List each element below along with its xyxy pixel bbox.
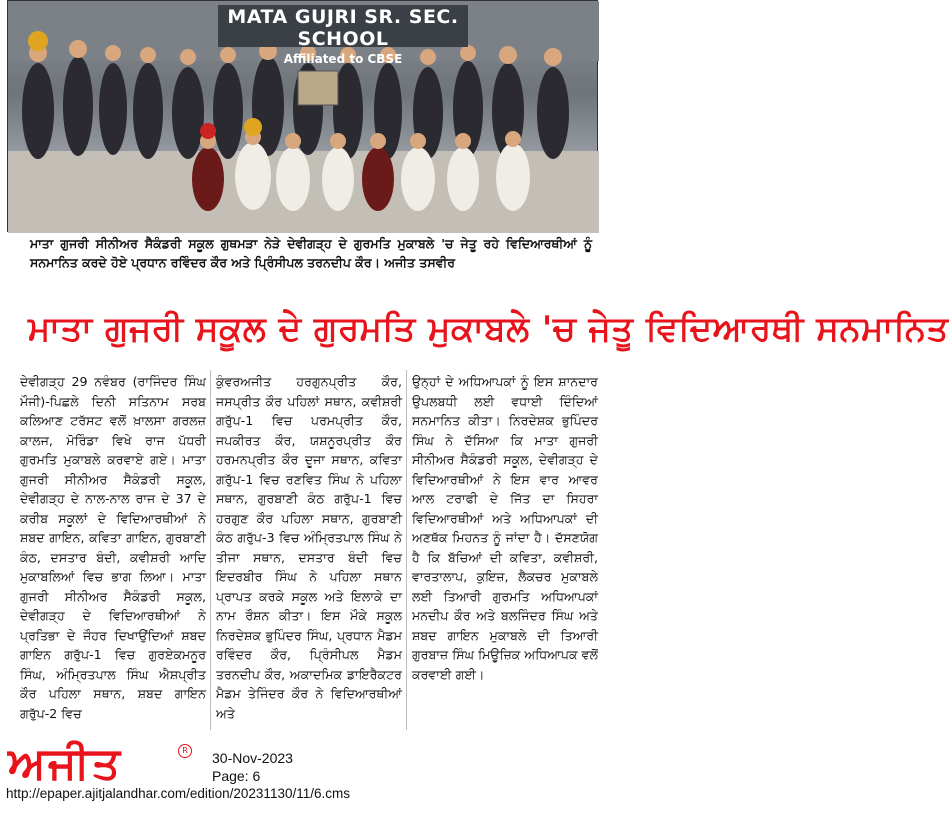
school-name: MATA GUJRI SR. SEC. SCHOOL bbox=[227, 6, 459, 50]
article-body bbox=[20, 372, 602, 752]
photo-caption: ਮਾਤਾ ਗੁਜਰੀ ਸੀਨੀਅਰ ਸੈਕੰਡਰੀ ਸਕੂਲ ਗੁਥਮੜਾ ਨੇੜੇ ਦੇਵੀਗੜ੍ਹ ਦੇ ਗੁਰਮਤਿ ਮੁਕਾਬਲੇ 'ਚ ਜੇਤੂ ਰਹੇ ਵਿਦਿਆਰਥੀਆਂ ਨੂੰ ਸਨਮਾਨਿਤ ਕਰਦੇ ਹੋਏ ਪ੍ਰਧਾਨ ਰਵਿੰਦਰ ਕੌਰ ਅਤੇ ਪ੍ਰਿੰਸੀਪਲ ਤਰਨਦੀਪ ਕੌਰ। ਅਜੀਤ ਤਸਵੀਰ bbox=[30, 236, 592, 270]
edition-date: 30-Nov-2023 bbox=[212, 750, 293, 766]
news-photo bbox=[7, 0, 598, 232]
registered-mark-icon: R bbox=[178, 744, 192, 758]
headline: ਮਾਤਾ ਗੁਜਰੀ ਸਕੂਲ ਦੇ ਗੁਰਮਤਿ ਮੁਕਾਬਲੇ 'ਚ ਜੇਤੂ ਵਿਦਿਆਰਥੀ ਸਨਮਾਨਿਤ bbox=[28, 309, 949, 349]
article-column-3: ਉਨ੍ਹਾਂ ਦੇ ਅਧਿਆਪਕਾਂ ਨੂੰ ਇਸ ਸ਼ਾਨਦਾਰ ਉਪਲਬਧੀ ਲਈ ਵਧਾਈ ਦਿੰਦਿਆਂ ਸਨਮਾਨਿਤ ਕੀਤਾ। ਨਿਰਦੇਸ਼ਕ ਭੁਪਿੰਦਰ ਸਿੰਘ ਨੇ ਦੱਸਿਆ ਕਿ ਮਾਤਾ ਗੁਜਰੀ ਸੀਨੀਅਰ ਸੈਕੰਡਰੀ ਸਕੂਲ, ਦੇਵੀਗੜ੍ਹ ਦੇ ਵਿਦਿਆਰਥੀਆਂ ਨੇ ਇਸ ਵਾਰ ਆਵਰ ਆਲ ਟਰਾਫੀ ਦੇ ਜਿੱਤ ਦਾ ਸਿਹਰਾ ਵਿਦਿਆਰਥੀਆਂ ਅਤੇ ਅਧਿਆਪਕਾਂ ਦੀ ਅਣਥੱਕ ਮਿਹਨਤ ਨੂੰ ਜਾਂਦਾ ਹੈ। ਦੱਸਣਯੋਗ ਹੈ ਕਿ ਬੱਚਿਆਂ ਦੀ ਕਵਿਤਾ, ਕਵੀਸ਼ਰੀ, ਵਾਰਤਾਲਾਪ, ਕੁਇਜ਼, ਲੈਕਚਰ ਮੁਕਾਬਲੇ ਲਈ ਤਿਆਰੀ ਗੁਰਮਤਿ ਅਧਿਆਪਕਾਂ ਮਨਦੀਪ ਕੌਰ ਅਤੇ ਬਲਜਿੰਦਰ ਸਿੰਘ ਅਤੇ ਸ਼ਬਦ ਗਾਇਨ ਮੁਕਾਬਲੇ ਦੀ ਤਿਆਰੀ ਗੁਰਬਾਜ਼ ਸਿੰਘ ਮਿਊਜ਼ਿਕ ਅਧਿਆਪਕ ਵਲੋਂ ਕਰਵਾਈ ਗਈ। bbox=[412, 374, 599, 682]
column-divider bbox=[406, 370, 407, 730]
article-column-2: ਕੁੰਵਰਅਜੀਤ ਹਰਗੁਨਪ੍ਰੀਤ ਕੌਰ, ਜਸਪ੍ਰੀਤ ਕੌਰ ਪਹਿਲਾਂ ਸਥਾਨ, ਕਵੀਸ਼ਰੀ ਗਰੁੱਪ-1 ਵਿਚ ਪਰਮਪ੍ਰੀਤ ਕੌਰ, ਜਪਕੀਰਤ ਕੌਰ, ਯਸ਼ਨੂਰਪ੍ਰੀਤ ਕੌਰ ਹਰਮਨਪ੍ਰੀਤ ਕੌਰ ਦੂਜਾ ਸਥਾਨ, ਕਵਿਤਾ ਗਰੁੱਪ-1 ਵਿਚ ਰਣਵਿਤ ਸਿੰਘ ਨੇ ਪਹਿਲਾ ਸਥਾਨ, ਗੁਰਬਾਣੀ ਕੰਠ ਗਰੁੱਪ-1 ਵਿਚ ਹਰਗੁਣ ਕੌਰ ਪਹਿਲਾ ਸਥਾਨ, ਗੁਰਬਾਣੀ ਕੰਠ ਗਰੁੱਪ-3 ਵਿਚ ਅੰਮ੍ਰਿਤਪਾਲ ਸਿੰਘ ਨੇ ਤੀਜਾ ਸਥਾਨ, ਦਸਤਾਰ ਬੰਦੀ ਵਿਚ ਇਦਰਬੀਰ ਸਿੰਘ ਨੇ ਪਹਿਲਾ ਸਥਾਨ ਪ੍ਰਾਪਤ ਕਰਕੇ ਸਕੂਲ ਅਤੇ ਇਲਾਕੇ ਦਾ ਨਾਮ ਰੌਸ਼ਨ ਕੀਤਾ। ਇਸ ਮੌਕੇ ਸਕੂਲ ਨਿਰਦੇਸ਼ਕ ਭੁਪਿੰਦਰ ਸਿੰਘ, ਪ੍ਰਧਾਨ ਮੈਡਮ ਰਵਿੰਦਰ ਕੌਰ, ਪ੍ਰਿੰਸੀਪਲ ਮੈਡਮ ਤਰਨਦੀਪ ਕੌਰ, ਅਕਾਦਮਿਕ ਡਾਇਰੈਕਟਰ ਮੈਡਮ ਤੇਜਿੰਦਰ ਕੌਰ ਨੇ ਵਿਦਿਆਰਥੀਆਂ ਅਤੇ bbox=[216, 374, 402, 721]
source-url: http://epaper.ajitjalandhar.com/edition/20231130/11/6.cms bbox=[6, 786, 350, 801]
column-divider bbox=[210, 370, 211, 730]
page-number: Page: 6 bbox=[212, 768, 261, 784]
article-column-1: ਦੇਵੀਗੜ੍ਹ 29 ਨਵੰਬਰ (ਰਾਜਿੰਦਰ ਸਿੰਘ ਮੌਜੀ)-ਪਿਛਲੇ ਦਿਨੀ ਸਤਿਨਾਮ ਸਰਬ ਕਲਿਆਣ ਟਰੱਸਟ ਵਲੋਂ ਖ਼ਾਲਸਾ ਗਰਲਜ਼ ਕਾਲਜ, ਮੋਰਿੰਡਾ ਵਿਖੇ ਰਾਜ ਪੱਧਰੀ ਗੁਰਮਤਿ ਮੁਕਾਬਲੇ ਕਰਵਾਏ ਗਏ। ਮਾਤਾ ਗੁਜਰੀ ਸੀਨੀਅਰ ਸੈਕੰਡਰੀ ਸਕੂਲ, ਦੇਵੀਗੜ੍ਹ ਦੇ ਨਾਲ-ਨਾਲ ਰਾਜ ਦੇ 37 ਦੇ ਕਰੀਬ ਸਕੂਲਾਂ ਦੇ ਵਿਦਿਆਰਥੀਆਂ ਨੇ ਸ਼ਬਦ ਗਾਇਨ, ਕਵਿਤਾ ਗਾਇਨ, ਗੁਰਬਾਣੀ ਕੰਠ, ਦਸਤਾਰ ਬੰਦੀ, ਕਵੀਸ਼ਰੀ ਆਦਿ ਮੁਕਾਬਲਿਆਂ ਵਿਚ ਭਾਗ ਲਿਆ। ਮਾਤਾ ਗੁਜਰੀ ਸੀਨੀਅਰ ਸੈਕੰਡਰੀ ਸਕੂਲ, ਦੇਵੀਗੜ੍ਹ ਦੇ ਵਿਦਿਆਰਥੀਆਂ ਨੇ ਪ੍ਰਤਿਭਾ ਦੇ ਜੌਹਰ ਦਿਖਾਉਂਦਿਆਂ ਸ਼ਬਦ ਗਾਇਨ ਗਰੁੱਪ-1 ਵਿਚ ਗੁਰਏਕਮਨੂਰ ਸਿੰਘ, ਅੰਮ੍ਰਿਤਪਾਲ ਸਿੰਘ ਐਸ਼ਪ੍ਰੀਤ ਕੌਰ ਪਹਿਲਾ ਸਥਾਨ, ਸ਼ਬਦ ਗਾਇਨ ਗਰੁੱਪ-2 ਵਿਚ bbox=[20, 374, 206, 721]
school-signboard bbox=[218, 5, 468, 66]
school-affiliation: Affiliated to CBSE bbox=[283, 52, 403, 66]
ajit-logo: ਅਜੀਤ bbox=[8, 738, 122, 789]
